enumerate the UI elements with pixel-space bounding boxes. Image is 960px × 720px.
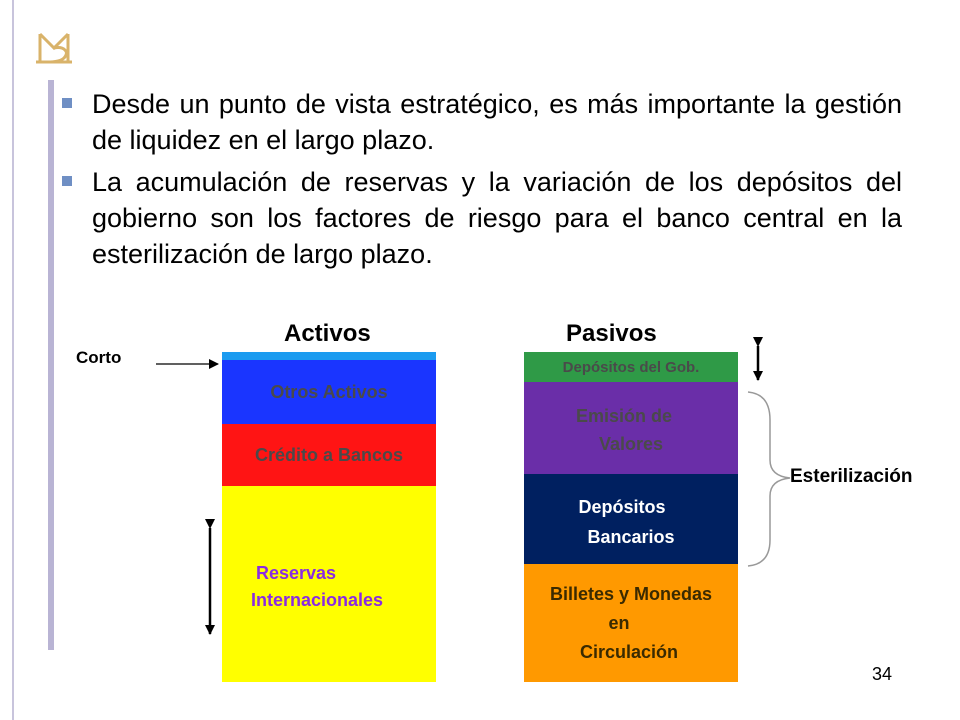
bullet-text: Desde un punto de vista estratégico, es más importante la gestión de liquidez en el largo plazo. — [92, 89, 902, 155]
depositos-line2: Bancarios — [587, 527, 675, 547]
billetes-line2: en — [608, 613, 630, 633]
page-number: 34 — [872, 664, 893, 684]
billetes-line3: Circulación — [579, 642, 679, 662]
otros-activos-label: Otros Activos — [270, 381, 388, 402]
corto-label: Corto — [76, 348, 122, 367]
depositos-gob-label: Depósitos del Gob. — [562, 358, 700, 376]
billetes-line1: Billetes y Monedas — [549, 584, 713, 604]
esterilizacion-brace — [748, 392, 790, 566]
emision-line2: Valores — [598, 434, 664, 454]
assets-header: Activos — [284, 320, 371, 347]
depositos-line1: Depósitos — [578, 497, 666, 517]
reservas-label-line1: Reservas — [255, 563, 337, 583]
bullet-text: La acumulación de reservas y la variación de los depósitos del gobierno son los factores de riesgo para el banco central en la esterilización de largo plazo. — [92, 167, 902, 269]
liabilities-header: Pasivos — [566, 320, 657, 347]
emision-line1: Emisión de — [575, 406, 673, 426]
reservas-label-line2: Internacionales — [250, 590, 384, 610]
credito-bancos-label: Crédito a Bancos — [254, 444, 404, 465]
esterilizacion-label: Esterilización — [790, 466, 913, 487]
